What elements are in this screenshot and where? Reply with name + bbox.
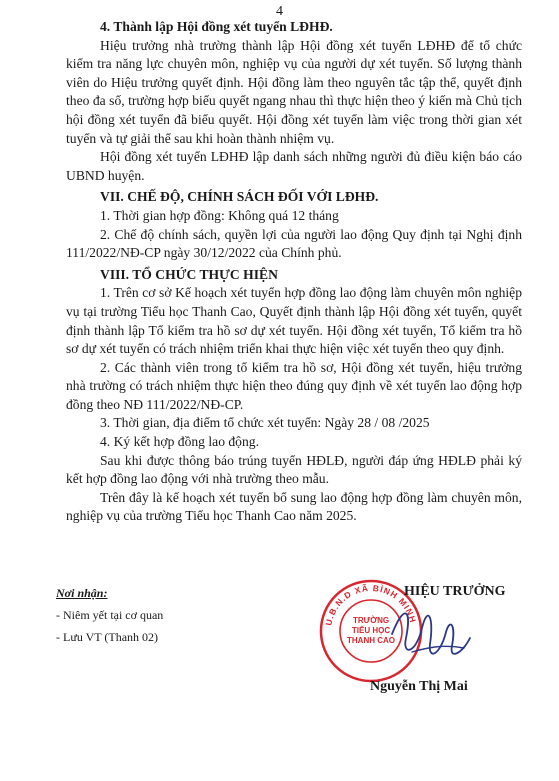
closing-paragraph: Trên đây là kế hoạch xét tuyển bổ sung lao động hợp đồng làm chuyên môn, nghiệp vụ của trường Tiểu học Thanh Cao năm 2025. — [66, 489, 522, 524]
recipients-label: Nơi nhận: — [56, 586, 108, 600]
page-number: 4 — [276, 4, 283, 19]
seal-ring-text: U.B.N.D XÃ BÌNH MINH — [323, 582, 419, 627]
handwritten-signature — [382, 594, 478, 674]
recipient-item: - Lưu VT (Thanh 02) — [56, 630, 159, 644]
section-4-heading: 4. Thành lập Hội đồng xét tuyển LĐHĐ. — [100, 19, 333, 34]
section-8-item-4: 4. Ký kết hợp đồng lao động. — [100, 434, 259, 450]
section-7-item-1: 1. Thời gian hợp đồng: Không quá 12 tháng — [100, 207, 339, 223]
seal-line-1: TRƯỜNG — [352, 616, 390, 625]
section-8-item-3: 3. Thời gian, địa điểm tổ chức xét tuyển: Ngày 28 / 08 /2025 — [100, 415, 430, 431]
section-7-item-2: 2. Chế độ chính sách, quyền lợi của người lao động Quy định tại Nghị định 111/2022/NĐ-CP ngày 30/12/2022 của Chính phủ. — [66, 226, 522, 261]
seal-line-3: THANH CAO — [347, 636, 395, 645]
section-4-paragraph-2: Hội đồng xét tuyển LĐHĐ lập danh sách những người đủ điều kiện báo cáo UBND huyện. — [66, 149, 522, 183]
document-body — [66, 18, 522, 526]
section-8-item-4-detail: Sau khi được thông báo trúng tuyển HĐLĐ, người đáp ứng HĐLĐ phải ký kết hợp đồng lao động với nhà trường theo mẫu. — [66, 452, 522, 487]
seal-line-2: TIỂU HỌC — [351, 626, 391, 635]
section-8-item-1: 1. Trên cơ sở Kế hoạch xét tuyển hợp đồng lao động làm chuyên môn nghiệp vụ tại trường Tiểu học Thanh Cao, Quyết định thành lập Hội đồng xét tuyển, quyết định thành lập Tổ kiểm tra hồ sơ dự xét tuyển. Hội đồng xét tuyển, Tổ kiểm tra hồ sơ dự xét tuyển có trách nhiệm triển khai thực hiện việc xét tuyển theo quy định. — [66, 285, 522, 357]
signatory-name: Nguyễn Thị Mai — [370, 679, 468, 694]
section-7-heading: VII. CHẾ ĐỘ, CHÍNH SÁCH ĐỐI VỚI LĐHĐ. — [100, 189, 379, 205]
section-8-heading: VIII. TỔ CHỨC THỰC HIỆN — [100, 266, 278, 282]
recipients-block — [56, 582, 163, 648]
section-4-paragraph-1: Hiệu trưởng nhà trường thành lập Hội đồng xét tuyển LĐHĐ để tổ chức kiểm tra năng lực chuyên môn, nghiệp vụ của người dự xét tuyển. Số lượng thành viên do Hiệu trưởng quyết định. Hội đồng làm theo nguyên tắc tập thể, quyết định theo đa số, trường hợp biểu quyết ngang nhau thì thực hiện theo ý kiến mà Chủ tịch hội đồng xét tuyển đã biểu quyết. Hội đồng xét tuyển làm việc trong thời gian xét tuyển và tự giải thể sau khi hoàn thành nhiệm vụ. — [66, 37, 522, 146]
signatory-title: HIỆU TRƯỞNG — [404, 584, 506, 599]
section-8-item-2: 2. Các thành viên trong tổ kiểm tra hồ sơ, Hội đồng xét tuyển, hiệu trưởng nhà trường có trách nhiệm thực hiện theo đúng quy định về xét tuyển lao động hợp đồng theo NĐ 111/2022/NĐ-CP. — [66, 359, 522, 412]
recipient-item: - Niêm yết tại cơ quan — [56, 608, 164, 622]
